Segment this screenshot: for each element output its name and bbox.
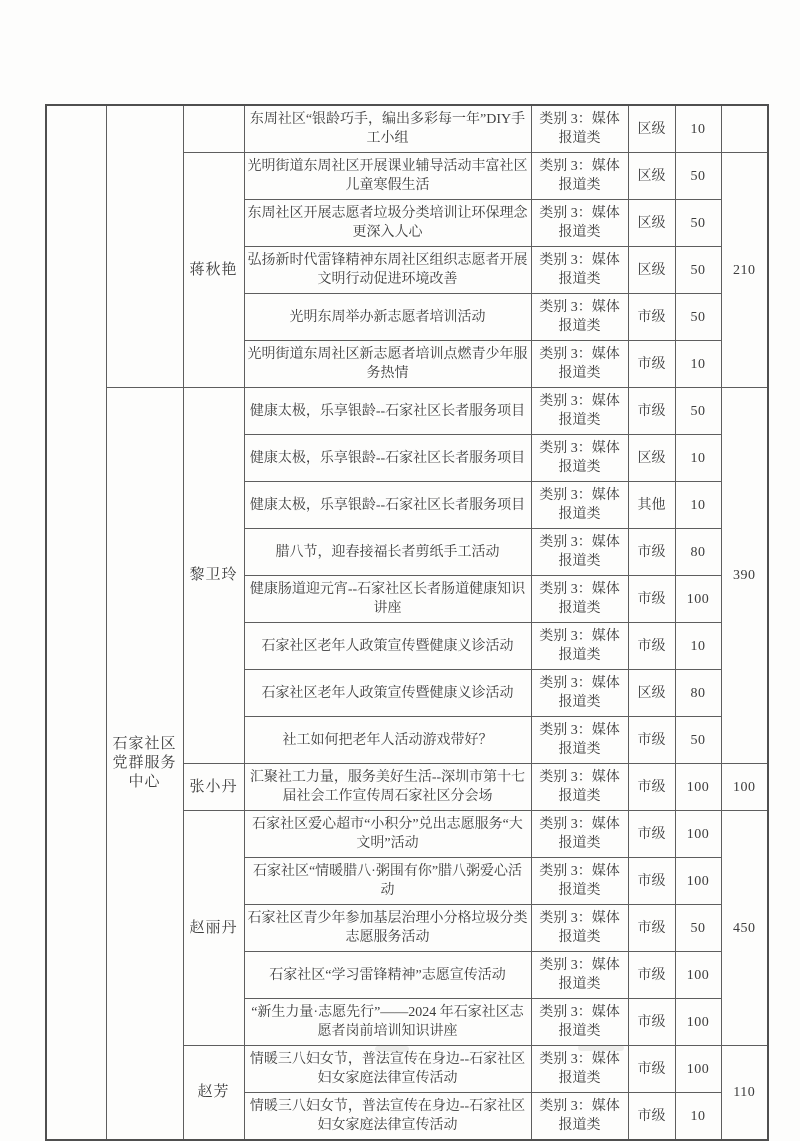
- center-name-cell-previous: [106, 105, 183, 388]
- activity-cell: 腊八节，迎春接福长者剪纸手工活动: [244, 529, 531, 576]
- level-cell: 区级: [628, 200, 675, 247]
- level-cell: 市级: [628, 623, 675, 670]
- activity-cell: 东周社区开展志愿者垃圾分类培训让环保理念更深入人心: [244, 200, 531, 247]
- activity-cell: “新生力量·志愿先行”——2024 年石家社区志愿者岗前培训知识讲座: [244, 999, 531, 1046]
- activity-cell: 石家社区“学习雷锋精神”志愿宣传活动: [244, 952, 531, 999]
- activity-cell: 情暖三八妇女节，普法宣传在身边--石家社区妇女家庭法律宣传活动: [244, 1046, 531, 1093]
- score-cell: 50: [675, 294, 721, 341]
- activity-score-table: [45, 104, 769, 1141]
- level-cell: 区级: [628, 153, 675, 200]
- score-cell: 100: [675, 576, 721, 623]
- score-cell: 10: [675, 482, 721, 529]
- level-cell: 区级: [628, 247, 675, 294]
- person-name-cell: 黎卫玲: [183, 388, 244, 764]
- category-cell: 类别 3：媒体报道类: [531, 623, 628, 670]
- category-cell: 类别 3：媒体报道类: [531, 341, 628, 388]
- activity-cell: 汇聚社工力量，服务美好生活--深圳市第十七届社会工作宣传周石家社区分会场: [244, 764, 531, 811]
- level-cell: 市级: [628, 858, 675, 905]
- category-cell: 类别 3：媒体报道类: [531, 717, 628, 764]
- score-cell: 80: [675, 529, 721, 576]
- person-name-cell: 赵丽丹: [183, 811, 244, 1046]
- activity-cell: 东周社区“银龄巧手，编出多彩每一年”DIY手工小组: [244, 105, 531, 153]
- total-cell: 110: [721, 1046, 768, 1141]
- level-cell: 市级: [628, 999, 675, 1046]
- activity-cell: 光明街道东周社区开展课业辅导活动丰富社区儿童寒假生活: [244, 153, 531, 200]
- table-row: [46, 388, 768, 435]
- activity-cell: 石家社区爱心超市“小积分”兑出志愿服务“大文明”活动: [244, 811, 531, 858]
- total-cell: [721, 105, 768, 153]
- score-cell: 10: [675, 1093, 721, 1141]
- category-cell: 类别 3：媒体报道类: [531, 200, 628, 247]
- activity-cell: 健康太极，乐享银龄--石家社区长者服务项目: [244, 482, 531, 529]
- level-cell: 市级: [628, 764, 675, 811]
- level-cell: 区级: [628, 670, 675, 717]
- table-row: [46, 105, 768, 153]
- score-cell: 50: [675, 905, 721, 952]
- score-cell: 50: [675, 388, 721, 435]
- activity-cell: 健康太极，乐享银龄--石家社区长者服务项目: [244, 388, 531, 435]
- activity-cell: 光明街道东周社区新志愿者培训点燃青少年服务热情: [244, 341, 531, 388]
- category-cell: 类别 3：媒体报道类: [531, 388, 628, 435]
- category-cell: 类别 3：媒体报道类: [531, 905, 628, 952]
- level-cell: 市级: [628, 341, 675, 388]
- level-cell: 市级: [628, 952, 675, 999]
- total-cell: 100: [721, 764, 768, 811]
- score-cell: 100: [675, 1046, 721, 1093]
- category-cell: 类别 3：媒体报道类: [531, 576, 628, 623]
- score-cell: 10: [675, 623, 721, 670]
- score-cell: 50: [675, 200, 721, 247]
- activity-cell: 石家社区老年人政策宣传暨健康义诊活动: [244, 670, 531, 717]
- org-column-cell: [46, 105, 106, 1140]
- total-cell: 450: [721, 811, 768, 1046]
- level-cell: 市级: [628, 576, 675, 623]
- activity-cell: 石家社区老年人政策宣传暨健康义诊活动: [244, 623, 531, 670]
- category-cell: 类别 3：媒体报道类: [531, 153, 628, 200]
- activity-cell: 健康肠道迎元宵--石家社区长者肠道健康知识讲座: [244, 576, 531, 623]
- activity-cell: 弘扬新时代雷锋精神东周社区组织志愿者开展文明行动促进环境改善: [244, 247, 531, 294]
- level-cell: 区级: [628, 105, 675, 153]
- score-cell: 100: [675, 811, 721, 858]
- category-cell: 类别 3：媒体报道类: [531, 670, 628, 717]
- level-cell: 市级: [628, 1046, 675, 1093]
- category-cell: 类别 3：媒体报道类: [531, 1093, 628, 1141]
- category-cell: 类别 3：媒体报道类: [531, 858, 628, 905]
- person-name-cell: [183, 105, 244, 153]
- center-name-cell: 石家社区党群服务中心: [106, 388, 183, 1141]
- category-cell: 类别 3：媒体报道类: [531, 952, 628, 999]
- score-cell: 100: [675, 952, 721, 999]
- category-cell: 类别 3：媒体报道类: [531, 294, 628, 341]
- activity-cell: 光明东周举办新志愿者培训活动: [244, 294, 531, 341]
- person-name-cell: 赵芳: [183, 1046, 244, 1141]
- score-cell: 10: [675, 105, 721, 153]
- category-cell: 类别 3：媒体报道类: [531, 999, 628, 1046]
- category-cell: 类别 3：媒体报道类: [531, 1046, 628, 1093]
- category-cell: 类别 3：媒体报道类: [531, 764, 628, 811]
- category-cell: 类别 3：媒体报道类: [531, 435, 628, 482]
- score-cell: 50: [675, 717, 721, 764]
- activity-cell: 石家社区青少年参加基层治理小分格垃圾分类志愿服务活动: [244, 905, 531, 952]
- level-cell: 市级: [628, 294, 675, 341]
- score-cell: 80: [675, 670, 721, 717]
- category-cell: 类别 3：媒体报道类: [531, 247, 628, 294]
- level-cell: 市级: [628, 811, 675, 858]
- activity-cell: 社工如何把老年人活动游戏带好？: [244, 717, 531, 764]
- level-cell: 市级: [628, 529, 675, 576]
- category-cell: 类别 3：媒体报道类: [531, 529, 628, 576]
- person-name-cell: 张小丹: [183, 764, 244, 811]
- activity-cell: 健康太极，乐享银龄--石家社区长者服务项目: [244, 435, 531, 482]
- score-cell: 50: [675, 247, 721, 294]
- score-cell: 100: [675, 764, 721, 811]
- level-cell: 区级: [628, 435, 675, 482]
- score-cell: 10: [675, 435, 721, 482]
- category-cell: 类别 3：媒体报道类: [531, 482, 628, 529]
- score-cell: 10: [675, 341, 721, 388]
- activity-cell: 情暖三八妇女节，普法宣传在身边--石家社区妇女家庭法律宣传活动: [244, 1093, 531, 1141]
- person-name-cell: 蒋秋艳: [183, 153, 244, 388]
- score-cell: 100: [675, 999, 721, 1046]
- category-cell: 类别 3：媒体报道类: [531, 811, 628, 858]
- total-cell: 390: [721, 388, 768, 764]
- level-cell: 市级: [628, 388, 675, 435]
- total-cell: 210: [721, 153, 768, 388]
- activity-cell: 石家社区“情暖腊八·粥围有你”腊八粥爱心活动: [244, 858, 531, 905]
- score-cell: 50: [675, 153, 721, 200]
- level-cell: 市级: [628, 1093, 675, 1141]
- category-cell: 类别 3：媒体报道类: [531, 105, 628, 153]
- level-cell: 市级: [628, 717, 675, 764]
- level-cell: 其他: [628, 482, 675, 529]
- score-cell: 100: [675, 858, 721, 905]
- level-cell: 市级: [628, 905, 675, 952]
